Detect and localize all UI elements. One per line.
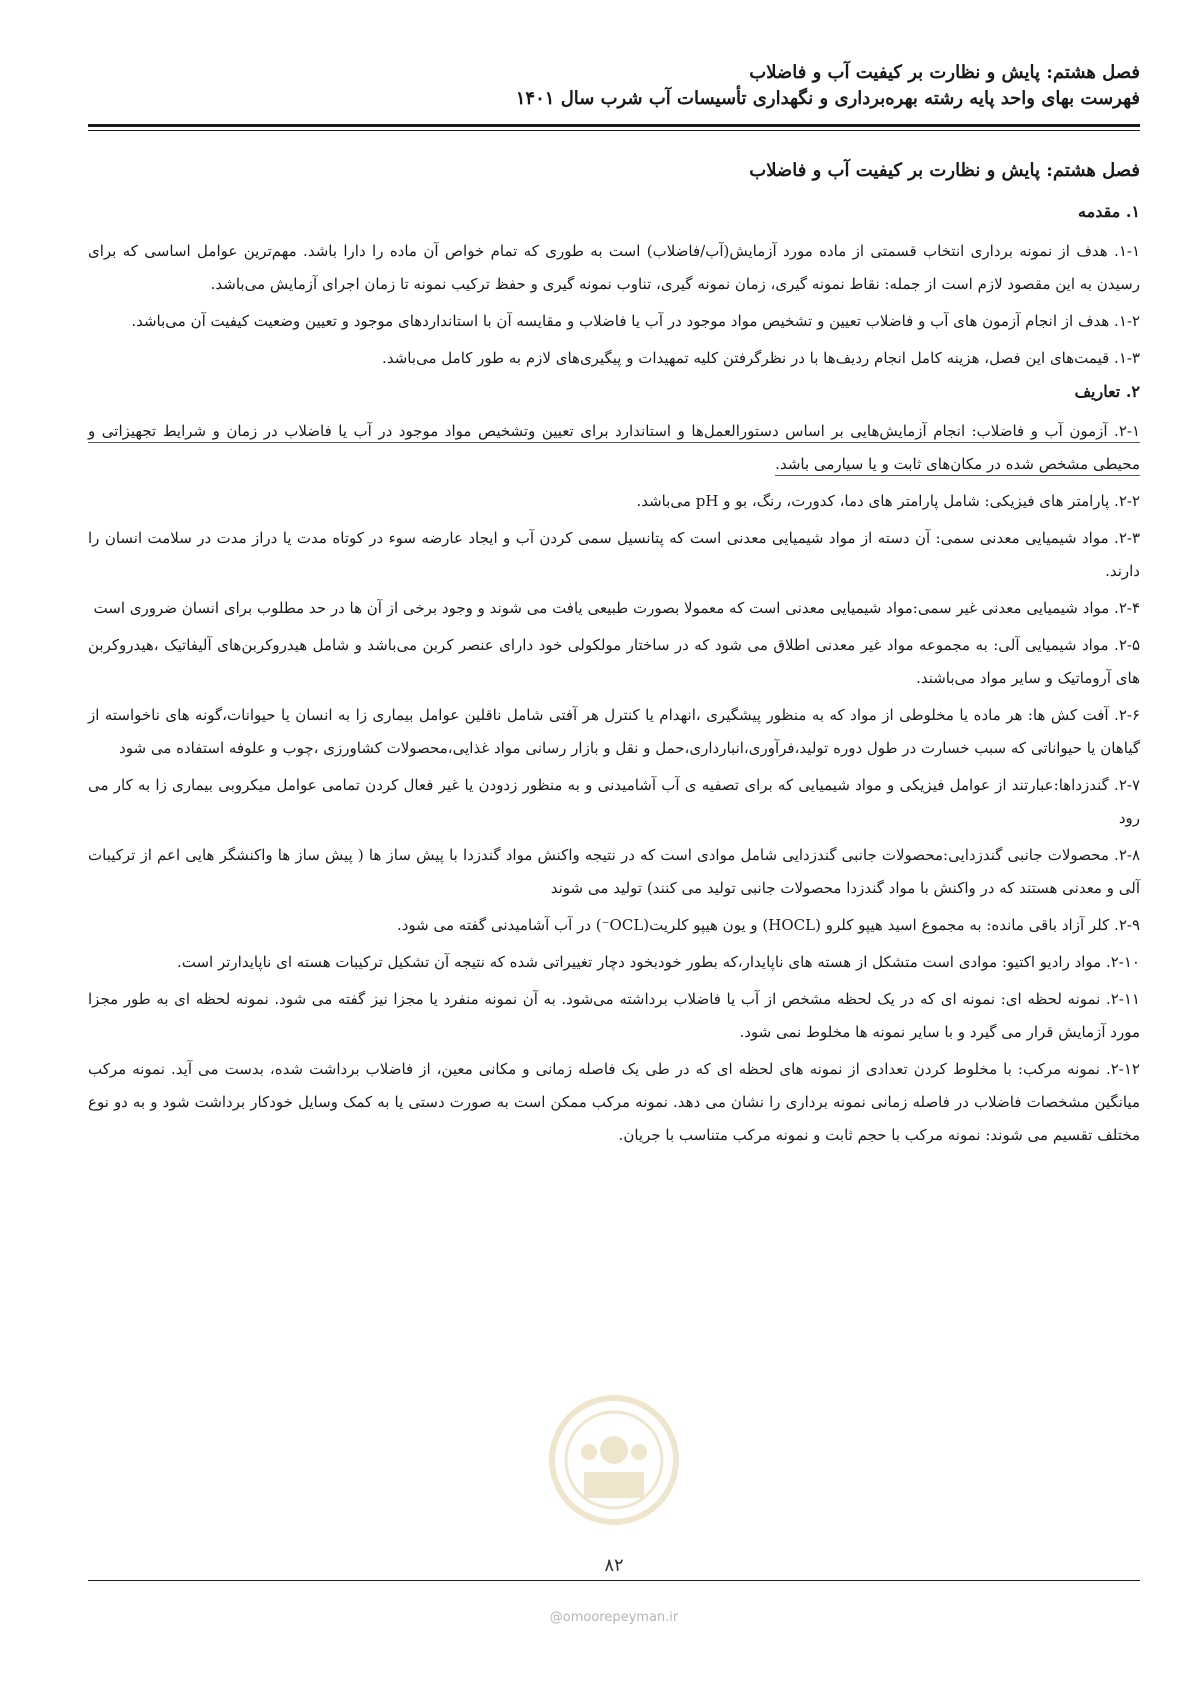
paragraph-2-5: ۲-۵. مواد شیمیایی آلی: به مجموعه مواد غیر معدنی اطلاق می شود که در ساختار مولکولی خود دارای عنصر کربن می‌باشد و شامل هیدروکربن‌های آلیفاتیک ،هیدروکربن های آروماتیک و سایر مواد می‌باشند. [88,636,1140,687]
paragraph-2-3: ۲-۳. مواد شیمیایی معدنی سمی: آن دسته از مواد شیمیایی معدنی است که پتانسیل سمی کردن آب و ایجاد عارضه سوء در کوتاه مدت یا دراز مدت در سلامت انسان را دارند. [88,529,1140,580]
running-header-title: فهرست بهای واحد پایه رشته بهره‌برداری و نگهداری تأسیسات آب شرب سال ۱۴۰۱ [515,88,1140,109]
paragraph-2-1 [88,415,1140,481]
document-body [88,157,1140,1152]
paragraph-1-2: ۱-۲. هدف از انجام آزمون های آب و فاضلاب تعیین و تشخیص مواد موجود در آب یا فاضلاب و مقایسه آن با استانداردهای موجود و تعیین وضعیت کیفیت آن می‌باشد. [131,312,1140,330]
paragraph-2-2: ۲-۲. پارامتر های فیزیکی: شامل پارامتر های دما، کدورت، رنگ، بو و pH می‌باشد. [636,492,1140,510]
paragraph-2-8: ۲-۸. محصولات جانبی گندزدایی:محصولات جانبی گندزدایی شامل موادی است که در نتیجه واکنش مواد گندزدا با پیش ساز ها ( پیش ساز ها واکنشگر هایی اعم از ترکیبات آلی و معدنی هستند که در واکنش با مواد گندزدا محصولات جانبی تولید می کنند) تولید می شوند [88,846,1140,897]
paragraph-2-9: ۲-۹. کلر آزاد باقی مانده: به مجموع اسید هیپو کلرو (HOCL) و یون هیپو کلریت(OCL⁻) در آب آشامیدنی گفته می شود. [396,916,1140,934]
website-watermark: @omoorepeyman.ir [549,1610,679,1625]
section-title-intro: ۱. مقدمه [1078,202,1140,221]
section-title-definitions: ۲. تعاریف [1074,382,1140,401]
header-double-rule [88,124,1140,131]
page-number: ۸۲ [604,1555,624,1576]
seal-watermark [544,1380,684,1540]
paragraph-2-12: ۲-۱۲. نمونه مرکب: با مخلوط کردن تعدادی از نمونه های لحظه ای که در طی یک فاصله زمانی و مکانی معین، از فاضلاب برداشت شده، بدست می آید. نمونه مرکب میانگین مشخصات فاضلاب در فاصله زمانی نمونه برداری را نشان می دهد. نمونه مرکب ممکن است به صورت دستی یا به کمک وسایل خودکار برداشت شود و به دو نوع مختلف تقسیم می شوند: نمونه مرکب با حجم ثابت و نمونه مرکب متناسب با جریان. [88,1060,1140,1144]
document-page [88,50,1140,1650]
paragraph-2-1-text: ۲-۱. آزمون آب و فاضلاب: انجام آزمایش‌هایی بر اساس دستورالعمل‌ها و استاندارد برای تعیین وتشخیص مواد موجود در آب یا فاضلاب در زمان و شرایط تجهیزاتی و محیطی مشخص شده در مکان‌های ثابت و یا سیارمی باشد. [88,422,1140,476]
paragraph-2-7: ۲-۷. گندزداها:عبارتند از عوامل فیزیکی و مواد شیمیایی که برای تصفیه ی آب آشامیدنی و به منظور زدودن یا غیر فعال کردن تمامی عوامل میکروبی بیماری زا به کار می رود [88,776,1140,827]
paragraph-2-6: ۲-۶. آفت کش ها: هر ماده یا مخلوطی از مواد که به منظور پیشگیری ،انهدام یا کنترل هر آفتی شامل ناقلین عوامل بیماری زا به انسان یا حیوانات،گونه های ناخواسته از گیاهان یا حیواناتی که سبب خسارت در طول دوره تولید،فرآوری،انبارداری،حمل و نقل و بازار رسانی مواد غذایی،محصولات کشاورزی ،چوب و علوفه استفاده می شود [88,706,1140,757]
paragraph-1-3: ۱-۳. قیمت‌های این فصل، هزینه کامل انجام ردیف‌ها با در نظرگرفتن کلیه تمهیدات و پیگیری‌های لازم به طور کامل می‌باشد. [382,349,1140,367]
running-header-chapter: فصل هشتم: پایش و نظارت بر کیفیت آب و فاضلاب [749,62,1140,83]
paragraph-2-4: ۲-۴. مواد شیمیایی معدنی غیر سمی:مواد شیمیایی معدنی است که معمولا بصورت طبیعی یافت می شوند و وجود برخی از آن ها در حد مطلوب برای انسان ضروری است [93,599,1140,617]
footer-rule [88,1580,1140,1581]
paragraph-2-11: ۲-۱۱. نمونه لحظه ای: نمونه ای که در یک لحظه مشخص از آب یا فاضلاب برداشته می‌شود. به آن نمونه منفرد یا مجزا نیز گفته می شود. نمونه لحظه ای به طور مجزا مورد آزمایش قرار می گیرد و با سایر نمونه ها مخلوط نمی شود. [88,990,1140,1041]
paragraph-1-1: ۱-۱. هدف از نمونه برداری انتخاب قسمتی از ماده مورد آزمایش(آب/فاضلاب) است به طوری که تمام خواص آن ماده را دارا باشد. مهم‌ترین عوامل اساسی که برای رسیدن به این مقصود لازم است از جمله: نقاط نمونه گیری، زمان نمونه گیری، تناوب نمونه گیری و حفظ ترکیب نمونه تا زمان اجرای آزمایش می‌باشد. [88,242,1140,293]
chapter-title: فصل هشتم: پایش و نظارت بر کیفیت آب و فاضلاب [749,160,1140,181]
paragraph-2-10: ۲-۱۰. مواد رادیو اکتیو: موادی است متشکل از هسته های ناپایدار،که بطور خودبخود دچار تغییراتی شده که نتیجه آن تشکیل ترکیبات هسته ای ناپایدارتر است. [176,953,1140,971]
